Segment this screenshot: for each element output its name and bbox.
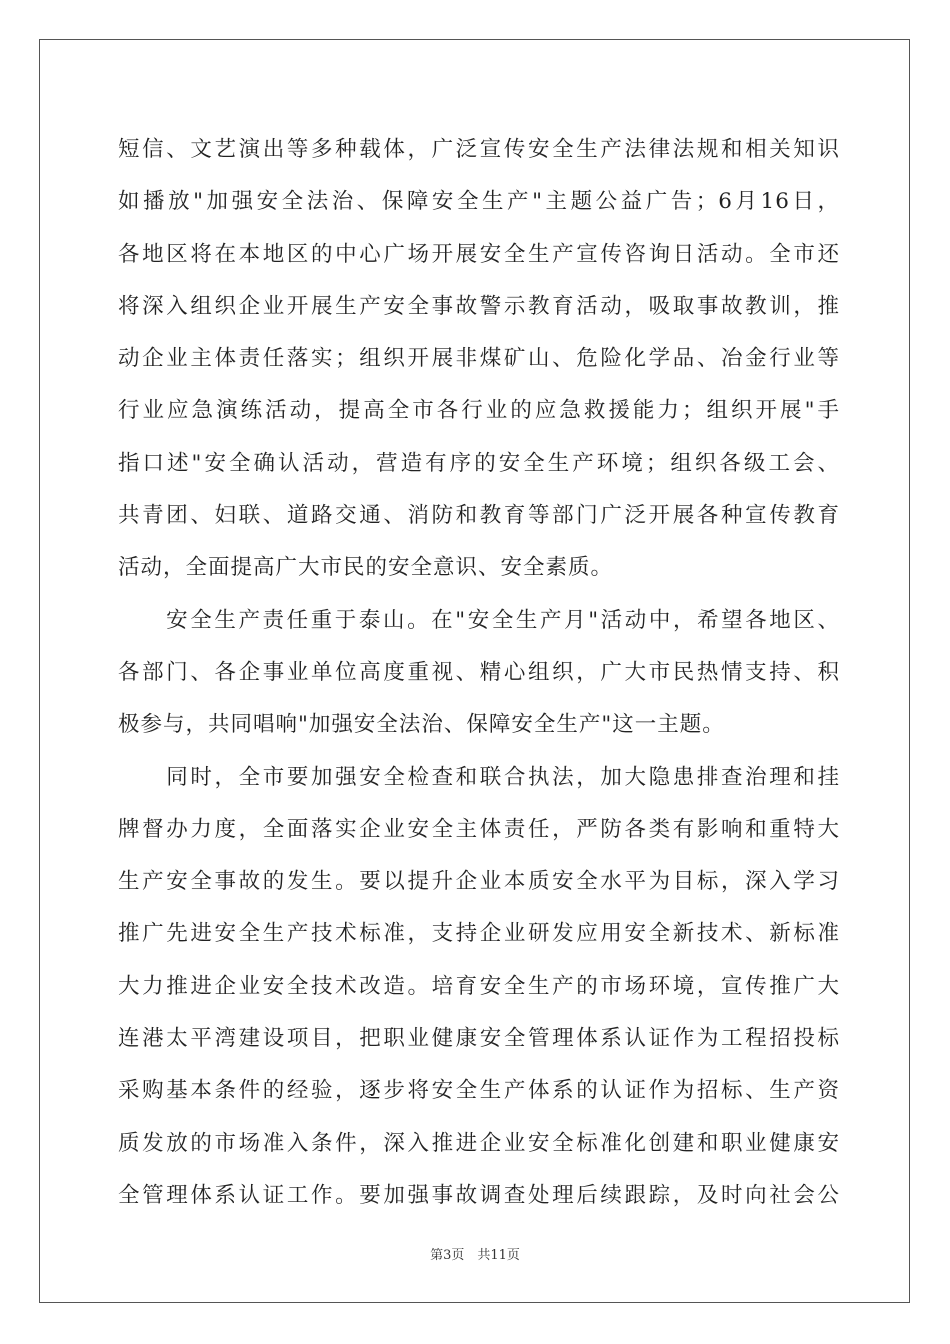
- text-line: 极参与，共同唱响"加强安全法治、保障安全生产"这一主题。: [118, 712, 725, 738]
- text-line: 大力推进企业安全技术改造。培育安全生产的市场环境，宣传推广大: [118, 973, 840, 999]
- page-number: 第3页 共11页: [430, 1248, 520, 1263]
- text-line: 行业应急演练活动，提高全市各行业的应急救援能力；组织开展"手: [118, 398, 840, 424]
- text-line: 短信、文艺演出等多种载体，广泛宣传安全生产法律法规和相关知识: [118, 137, 840, 162]
- text-line: 牌督办力度，全面落实企业安全主体责任，严防各类有影响和重特大: [118, 816, 840, 842]
- text-line: 生产安全事故的发生。要以提升企业本质安全水平为目标，深入学习: [118, 869, 840, 895]
- text-line: 推广先进安全生产技术标准，支持企业研发应用安全新技术、新标准: [118, 921, 840, 947]
- text-line: 连港太平湾建设项目，把职业健康安全管理体系认证作为工程招投标: [118, 1026, 840, 1052]
- text-line: 采购基本条件的经验，逐步将安全生产体系的认证作为招标、生产资: [118, 1078, 840, 1104]
- text-line: 动企业主体责任落实；组织开展非煤矿山、危险化学品、冶金行业等: [118, 346, 840, 372]
- text-line: 质发放的市场准入条件，深入推进企业安全标准化创建和职业健康安: [118, 1130, 840, 1156]
- text-line: 将深入组织企业开展生产安全事故警示教育活动，吸取事故教训，推: [118, 293, 840, 319]
- text-line: 同时，全市要加强安全检查和联合执法，加大隐患排查治理和挂: [118, 764, 840, 790]
- document-body: [118, 124, 840, 1222]
- text-line: 活动，全面提高广大市民的安全意识、安全素质。: [118, 555, 614, 581]
- text-line: 指口述"安全确认活动，营造有序的安全生产环境；组织各级工会、: [118, 450, 840, 476]
- text-line: 全管理体系认证工作。要加强事故调查处理后续跟踪，及时向社会公: [118, 1182, 840, 1208]
- text-line: 各地区将在本地区的中心广场开展安全生产宣传咨询日活动。全市还: [118, 241, 840, 267]
- text-line: 共青团、妇联、道路交通、消防和教育等部门广泛开展各种宣传教育: [118, 503, 840, 529]
- text-line: 各部门、各企事业单位高度重视、精心组织，广大市民热情支持、积: [118, 659, 840, 685]
- text-line: 如播放"加强安全法治、保障安全生产"主题公益广告；6月16日，: [118, 189, 840, 215]
- text-line: 安全生产责任重于泰山。在"安全生产月"活动中，希望各地区、: [118, 607, 840, 633]
